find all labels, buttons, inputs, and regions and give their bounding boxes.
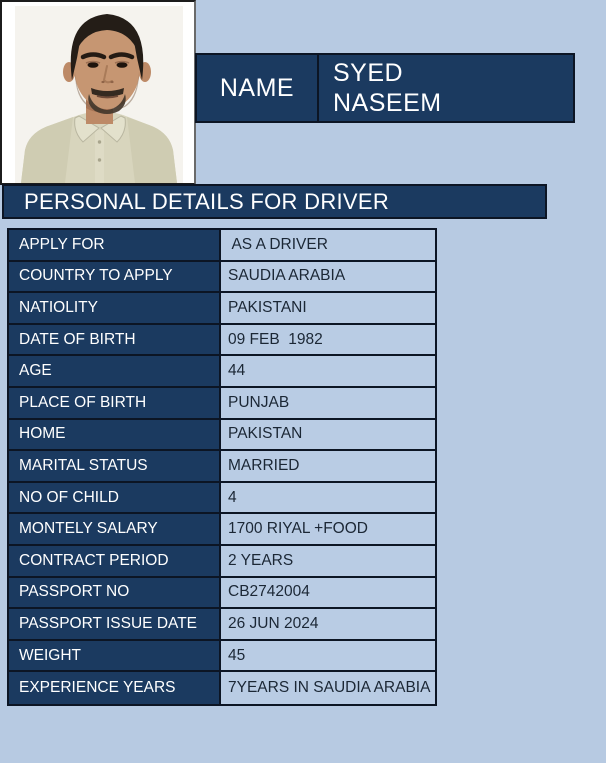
- table-row: [9, 356, 435, 388]
- table-row: [9, 325, 435, 357]
- name-value-line1: SYED: [333, 59, 404, 87]
- row-label: COUNTRY TO APPLY: [9, 262, 221, 292]
- row-label: DATE OF BIRTH: [9, 325, 221, 355]
- row-value: 09 FEB 1982: [221, 325, 435, 355]
- row-value: SAUDIA ARABIA: [221, 262, 435, 292]
- details-table: [7, 228, 437, 706]
- name-label: NAME: [197, 55, 319, 121]
- table-row: [9, 514, 435, 546]
- row-label: APPLY FOR: [9, 230, 221, 260]
- name-value-line2: NASEEM: [333, 89, 442, 117]
- row-label: PLACE OF BIRTH: [9, 388, 221, 418]
- row-label: WEIGHT: [9, 641, 221, 671]
- row-value: 4: [221, 483, 435, 513]
- table-row: [9, 293, 435, 325]
- table-row: [9, 609, 435, 641]
- row-label: NATIOLITY: [9, 293, 221, 323]
- row-label: MARITAL STATUS: [9, 451, 221, 481]
- row-value: 26 JUN 2024: [221, 609, 435, 639]
- row-label: PASSPORT ISSUE DATE: [9, 609, 221, 639]
- driver-portrait-photo: [15, 6, 183, 183]
- row-value: 7YEARS IN SAUDIA ARABIA: [221, 672, 435, 704]
- section-header-title: PERSONAL DETAILS FOR DRIVER: [24, 188, 390, 214]
- row-value: 45: [221, 641, 435, 671]
- table-row: [9, 262, 435, 294]
- row-value: MARRIED: [221, 451, 435, 481]
- table-row: [9, 641, 435, 673]
- row-value: CB2742004: [221, 578, 435, 608]
- name-row: [195, 53, 575, 123]
- table-row: [9, 483, 435, 515]
- row-label: EXPERIENCE YEARS: [9, 672, 221, 704]
- table-row: [9, 420, 435, 452]
- table-row: [9, 451, 435, 483]
- row-value: 44: [221, 356, 435, 386]
- row-value: PAKISTANI: [221, 293, 435, 323]
- row-label: AGE: [9, 356, 221, 386]
- row-label: MONTELY SALARY: [9, 514, 221, 544]
- table-row: [9, 388, 435, 420]
- driver-photo-frame: [0, 0, 196, 185]
- name-value: [319, 55, 573, 121]
- table-row: [9, 546, 435, 578]
- table-row: [9, 578, 435, 610]
- row-label: PASSPORT NO: [9, 578, 221, 608]
- table-row: [9, 230, 435, 262]
- row-label: HOME: [9, 420, 221, 450]
- row-value: AS A DRIVER: [221, 230, 435, 260]
- row-value: 1700 RIYAL +FOOD: [221, 514, 435, 544]
- row-label: CONTRACT PERIOD: [9, 546, 221, 576]
- row-label: NO OF CHILD: [9, 483, 221, 513]
- table-row: [9, 672, 435, 704]
- section-header: [2, 184, 547, 219]
- row-value: 2 YEARS: [221, 546, 435, 576]
- row-value: PUNJAB: [221, 388, 435, 418]
- row-value: PAKISTAN: [221, 420, 435, 450]
